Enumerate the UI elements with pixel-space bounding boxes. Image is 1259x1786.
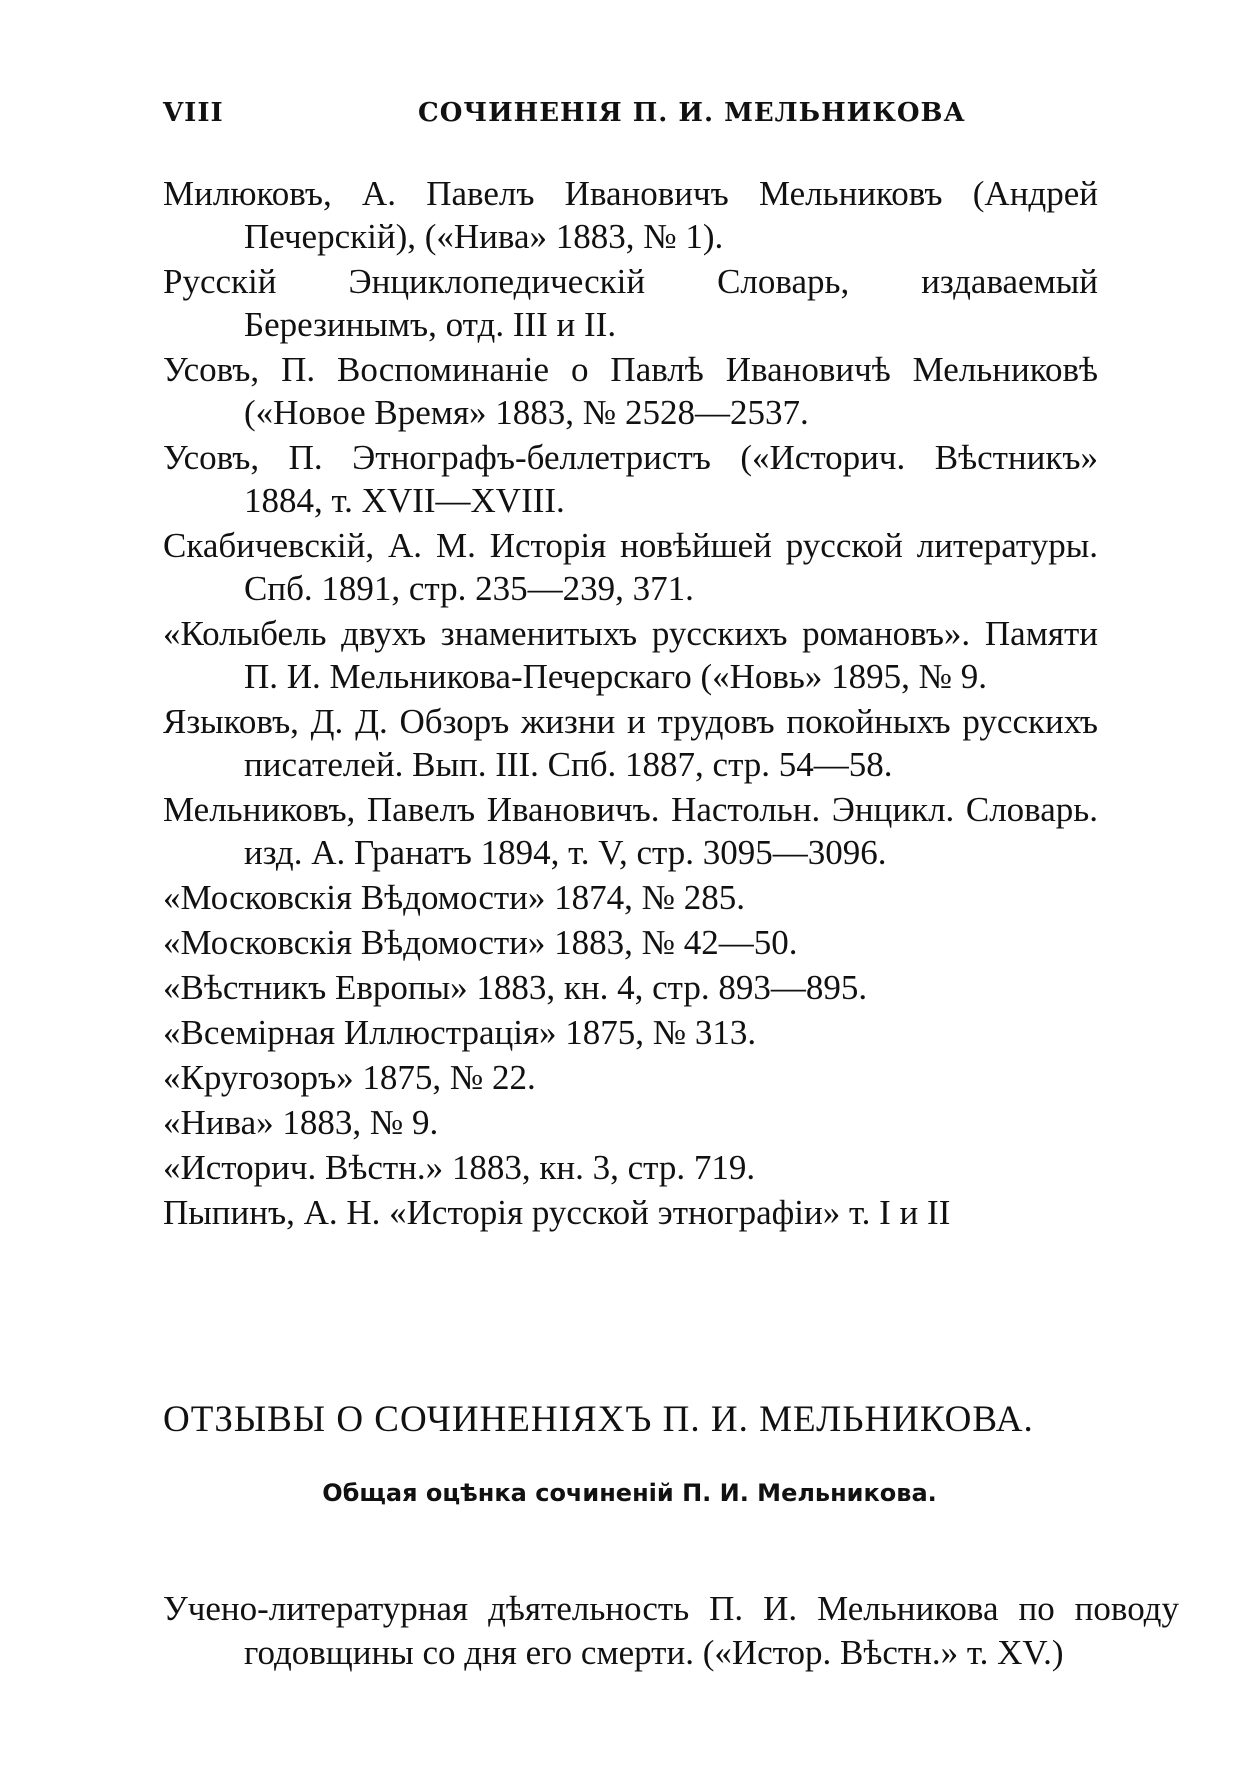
bibliography-entry: «Московскія Вѣдомости» 1883, № 42—50. — [163, 923, 798, 962]
bibliography-entry: «Кругозоръ» 1875, № 22. — [163, 1058, 536, 1097]
bibliography-entry: «Колыбель двухъ знаменитыхъ русскихъ романовъ». Памяти П. И. Мельникова-Печерскаго («Новь» 1895, № 9. — [163, 614, 1098, 696]
bibliography-entry: Мельниковъ, Павелъ Ивановичъ. Настольн. Энцикл. Словарь. изд. А. Гранатъ 1894, т. V, стр. 3095—3096. — [163, 790, 1098, 872]
bibliography-entry: «Всемірная Иллюстрація» 1875, № 313. — [163, 1013, 757, 1052]
bibliography-entry: «Вѣстникъ Европы» 1883, кн. 4, стр. 893—895. — [163, 968, 868, 1007]
running-header — [163, 98, 1098, 138]
review-entry: Учено-литературная дѣятельность П. И. Мельникова по поводу годовщины со дня его смерти. («Истор. Вѣстн.» т. XV.) — [163, 1589, 1179, 1672]
bibliography-entry: Скабичевскій, А. М. Исторія новѣйшей русской литературы. Спб. 1891, стр. 235—239, 371. — [163, 526, 1098, 608]
bibliography-entry: «Нива» 1883, № 9. — [163, 1103, 439, 1142]
bibliography-entry: Языковъ, Д. Д. Обзоръ жизни и трудовъ покойныхъ русскихъ писателей. Вып. III. Спб. 1887, стр. 54—58. — [163, 702, 1098, 784]
bibliography-entry: «Московскія Вѣдомости» 1874, № 285. — [163, 878, 746, 917]
section-title: ОТЗЫВЫ О СОЧИНЕНІЯХЪ П. И. МЕЛЬНИКОВА. — [163, 1399, 1034, 1440]
page-number: VIII — [163, 98, 224, 128]
bibliography-entry: Усовъ, П. Воспоминаніе о Павлѣ Ивановичѣ Мельниковѣ («Новое Время» 1883, № 2528—2537. — [163, 350, 1098, 432]
running-title: СОЧИНЕНІЯ П. И. МЕЛЬНИКОВА — [418, 98, 966, 128]
bibliography-entry: Русскій Энциклопедическій Словарь, издаваемый Березинымъ, отд. III и II. — [163, 262, 1098, 344]
bibliography-list — [163, 172, 1098, 1236]
bibliography-entry: «Историч. Вѣстн.» 1883, кн. 3, стр. 719. — [163, 1148, 756, 1187]
bibliography-entry: Пыпинъ, А. Н. «Исторія русской этнографіи» т. I и II — [163, 1193, 951, 1232]
subsection-title: Общая оцѣнка сочиненій П. И. Мельникова. — [322, 1479, 937, 1507]
bibliography-entry: Милюковъ, А. Павелъ Ивановичъ Мельниковъ (Андрей Печерскій), («Нива» 1883, № 1). — [163, 174, 1098, 256]
bibliography-entry: Усовъ, П. Этнографъ-беллетристъ («Историч. Вѣстникъ» 1884, т. XVII—XVIII. — [163, 438, 1098, 520]
